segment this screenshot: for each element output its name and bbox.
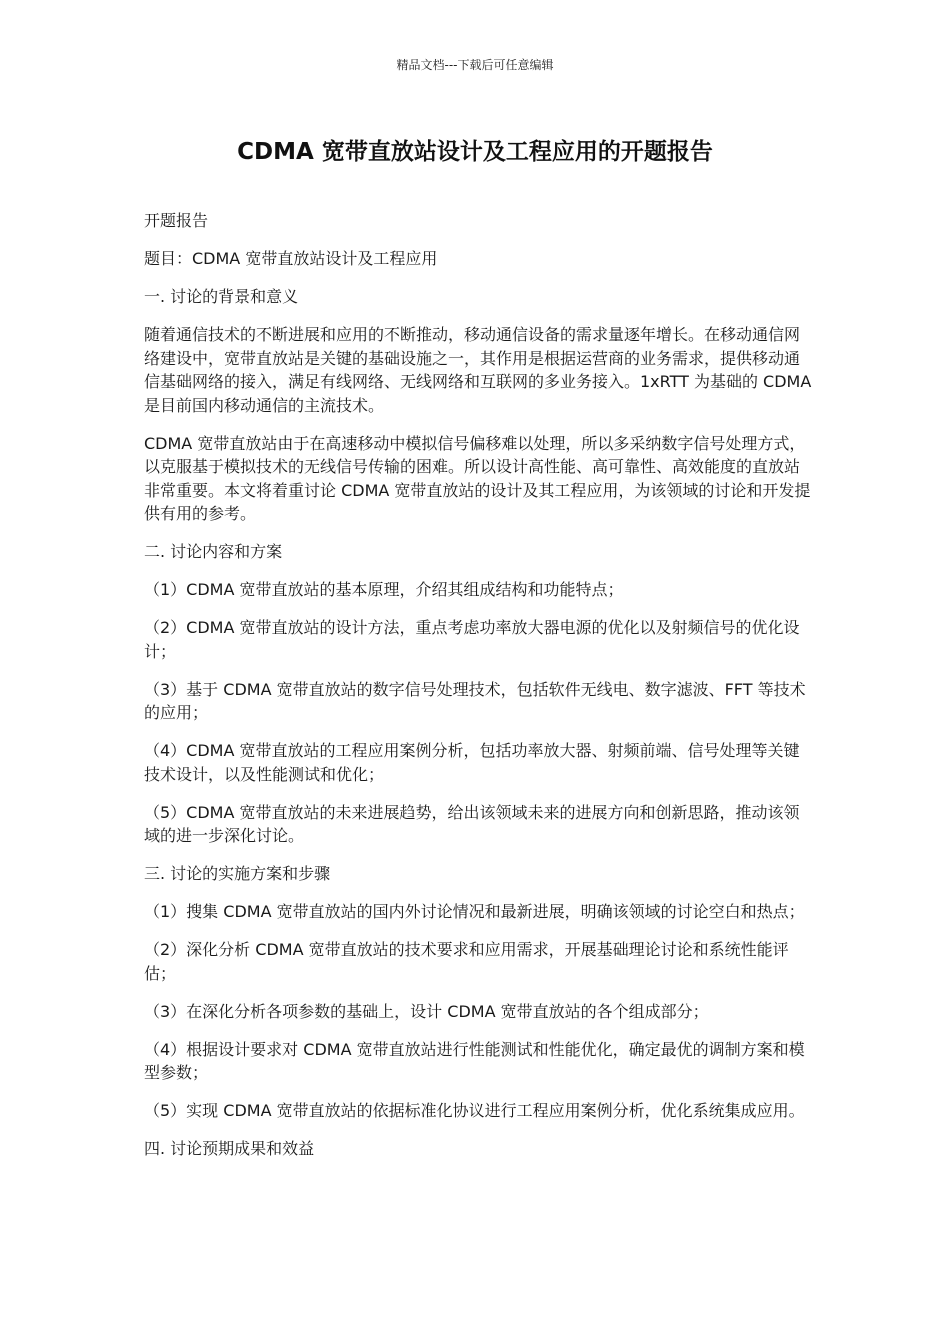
list-item: （4）CDMA 宽带直放站的工程应用案例分析，包括功率放大器、射频前端、信号处理等关键技术设计，以及性能测试和优化； bbox=[144, 741, 800, 784]
list-item: （3）基于 CDMA 宽带直放站的数字信号处理技术，包括软件无线电、数字滤波、FFT 等技术的应用； bbox=[144, 679, 806, 722]
list-item: （1）CDMA 宽带直放站的基本原理，介绍其组成结构和功能特点； bbox=[144, 580, 624, 599]
section-heading-content: 二. 讨论内容和方案 bbox=[144, 542, 283, 561]
page-header-note: 精品文档---下载后可任意编辑 bbox=[396, 58, 554, 72]
list-item: （4）根据设计要求对 CDMA 宽带直放站进行性能测试和性能优化，确定最优的调制方案和模型参数； bbox=[144, 1039, 805, 1082]
paragraph: 随着通信技术的不断进展和应用的不断推动，移动通信设备的需求量逐年增长。在移动通信网络建设中，宽带直放站是关键的基础设施之一，其作用是根据运营商的业务需求，提供移动通信基础网络的接入，满足有线网络、无线网络和互联网的多业务接入。1xRTT 为基础的 CDMA 是目前国内移动通信的主流技术。 bbox=[144, 325, 812, 415]
list-item: （5）CDMA 宽带直放站的未来进展趋势，给出该领域未来的进展方向和创新思路，推动该领域的进一步深化讨论。 bbox=[144, 802, 800, 845]
document-title: CDMA 宽带直放站设计及工程应用的开题报告 bbox=[237, 139, 713, 165]
paragraph: CDMA 宽带直放站由于在高速移动中模拟信号偏移难以处理，所以多采纳数字信号处理方式，以克服基于模拟技术的无线信号传输的困难。所以设计高性能、高可靠性、高效能度的直放站非常重要。本文将着重讨论 CDMA 宽带直放站的设计及其工程应用，为该领域的讨论和开发提供有用的参考。 bbox=[144, 433, 811, 523]
list-item: （3）在深化分析各项参数的基础上，设计 CDMA 宽带直放站的各个组成部分； bbox=[144, 1001, 709, 1021]
report-subject: 题目：CDMA 宽带直放站设计及工程应用 bbox=[144, 249, 438, 268]
report-label: 开题报告 bbox=[144, 211, 209, 230]
list-item: （1）搜集 CDMA 宽带直放站的国内外讨论情况和最新进展，明确该领域的讨论空白和热点； bbox=[144, 902, 805, 921]
list-item: （2）深化分析 CDMA 宽带直放站的技术要求和应用需求，开展基础理论讨论和系统性能评估； bbox=[144, 940, 789, 983]
section-heading-background: 一. 讨论的背景和意义 bbox=[144, 287, 299, 306]
document-body bbox=[144, 209, 812, 1175]
section-heading-outcomes: 四. 讨论预期成果和效益 bbox=[144, 1139, 315, 1158]
list-item: （2）CDMA 宽带直放站的设计方法，重点考虑功率放大器电源的优化以及射频信号的优化设计； bbox=[144, 618, 800, 661]
section-heading-implementation: 三. 讨论的实施方案和步骤 bbox=[144, 864, 331, 883]
list-item: （5）实现 CDMA 宽带直放站的依据标准化协议进行工程应用案例分析，优化系统集成应用。 bbox=[144, 1101, 805, 1120]
